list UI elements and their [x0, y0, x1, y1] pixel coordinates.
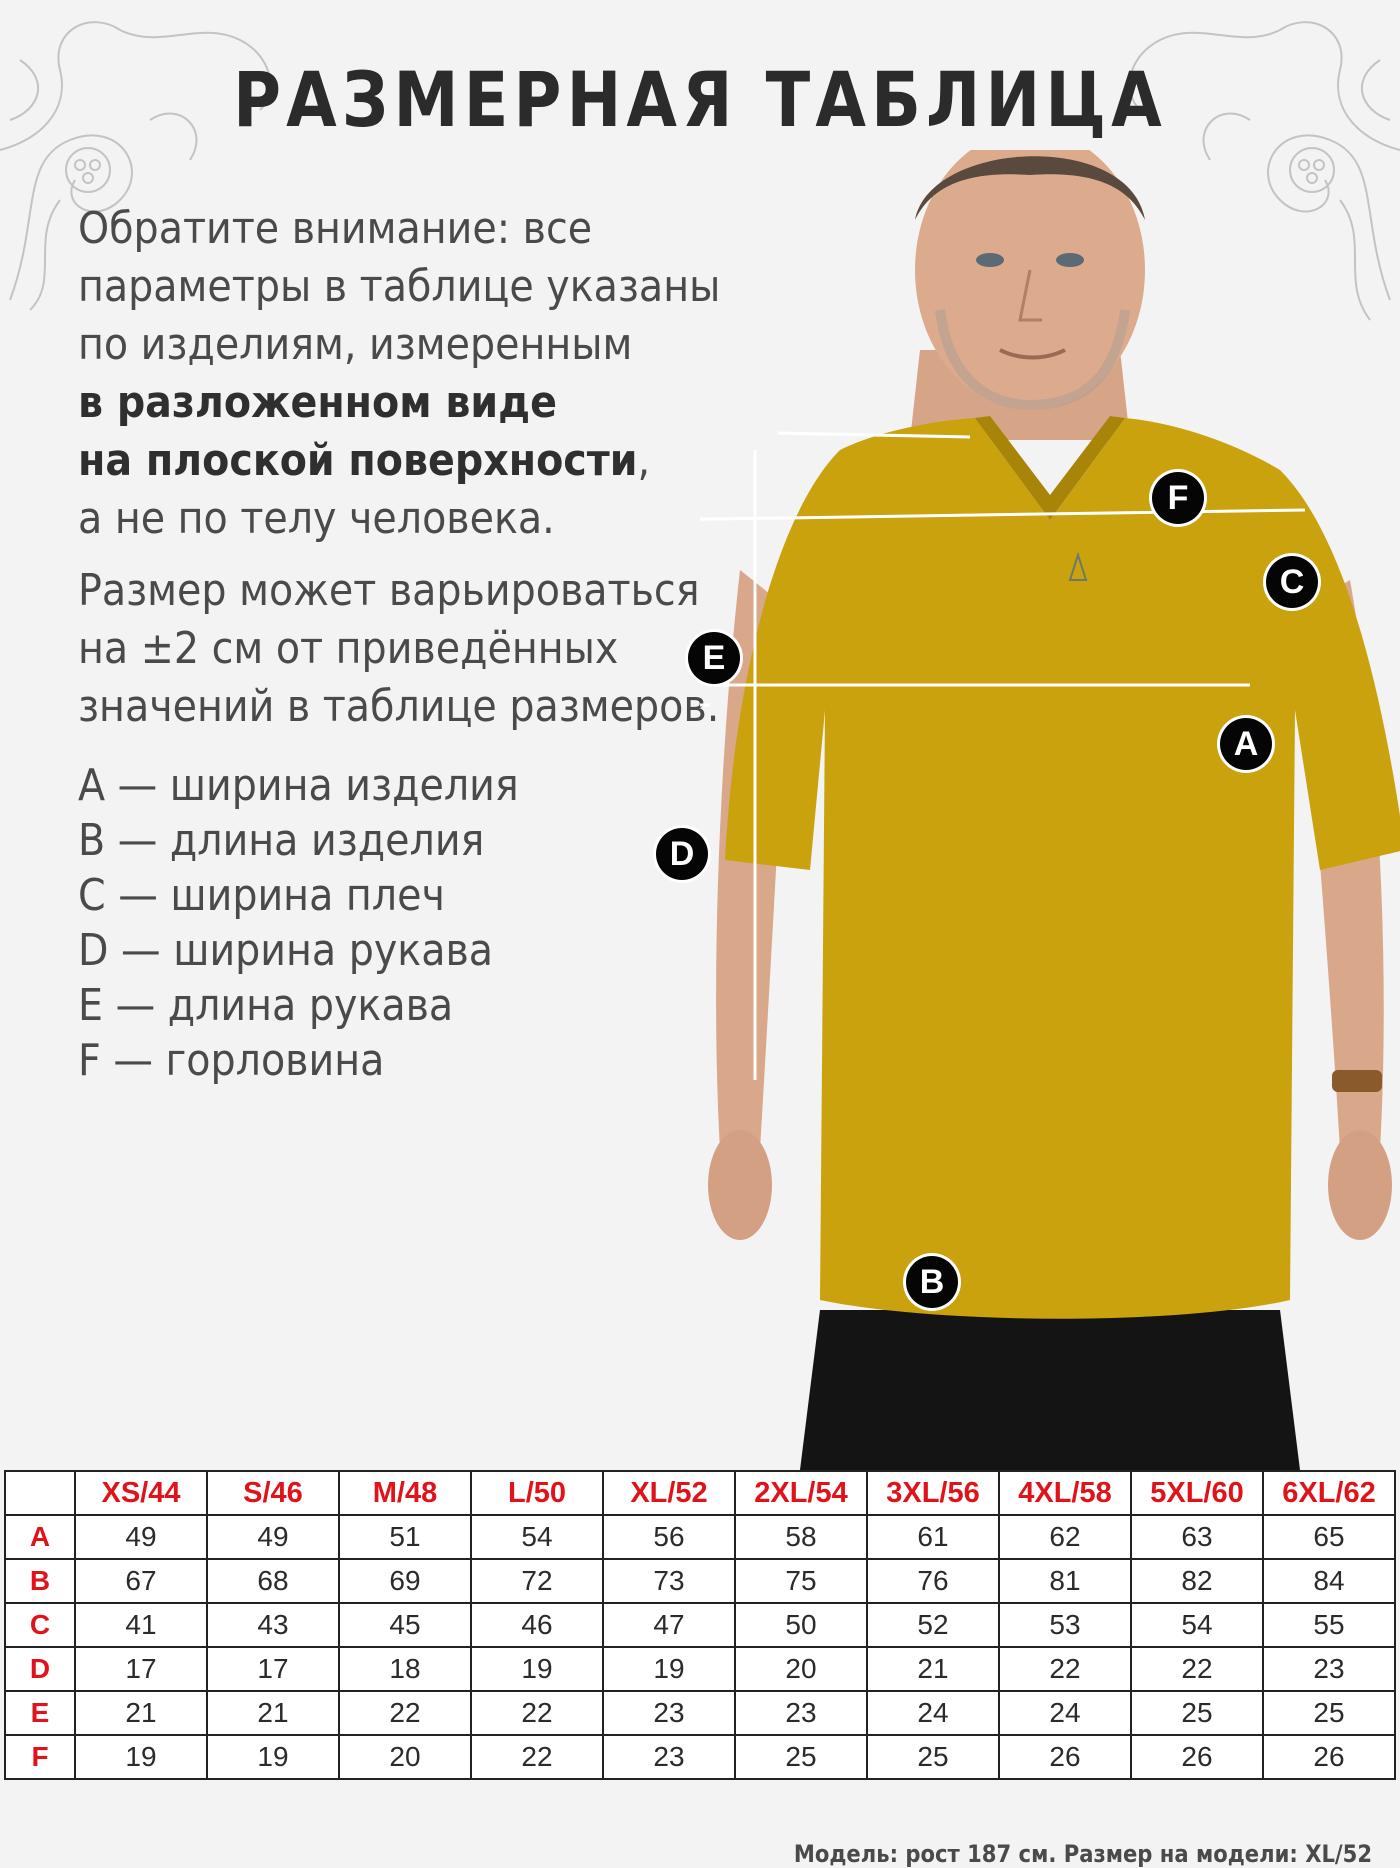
table-cell: 21	[207, 1691, 339, 1735]
marker-c: C	[1266, 556, 1318, 608]
table-cell: 56	[603, 1515, 735, 1559]
tolerance-note	[78, 562, 738, 736]
table-cell: 17	[207, 1647, 339, 1691]
notice-bold-text: в разложенном виде	[78, 377, 557, 428]
tolerance-line: на ±2 см от приведённых	[78, 623, 619, 674]
table-cell: 65	[1263, 1515, 1395, 1559]
table-cell: 62	[999, 1515, 1131, 1559]
size-header: 4XL/58	[999, 1471, 1131, 1515]
table-cell: 19	[471, 1647, 603, 1691]
legend-item: C — ширина плеч	[78, 870, 445, 921]
size-header: 5XL/60	[1131, 1471, 1263, 1515]
marker-f: F	[1152, 472, 1204, 524]
table-cell: 51	[339, 1515, 471, 1559]
trousers	[800, 1310, 1300, 1470]
table-cell: 26	[1131, 1735, 1263, 1779]
notice-line: по изделиям, измеренным	[78, 319, 633, 370]
table-row	[5, 1691, 1395, 1735]
notice-line: параметры в таблице указаны	[78, 261, 721, 312]
table-cell: 26	[1263, 1735, 1395, 1779]
size-table	[4, 1470, 1396, 1780]
table-cell: 21	[75, 1691, 207, 1735]
table-cell: 72	[471, 1559, 603, 1603]
marker-b: B	[906, 1256, 958, 1308]
table-cell: 25	[1131, 1691, 1263, 1735]
table-cell: 45	[339, 1603, 471, 1647]
notice-line: а не по телу человека.	[78, 493, 555, 544]
table-cell: 47	[603, 1603, 735, 1647]
table-cell: 53	[999, 1603, 1131, 1647]
table-cell: 49	[207, 1515, 339, 1559]
size-header: 6XL/62	[1263, 1471, 1395, 1515]
legend-item: D — ширина рукава	[78, 925, 494, 976]
table-cell: 58	[735, 1515, 867, 1559]
marker-a: A	[1220, 718, 1272, 770]
table-cell: 49	[75, 1515, 207, 1559]
tolerance-line: Размер может варьироваться	[78, 565, 700, 616]
table-cell: 41	[75, 1603, 207, 1647]
notice-bold-text: на плоской поверхности	[78, 435, 638, 486]
row-label: A	[5, 1515, 75, 1559]
table-cell: 67	[75, 1559, 207, 1603]
table-cell: 23	[1263, 1647, 1395, 1691]
table-cell: 25	[867, 1735, 999, 1779]
table-row	[5, 1735, 1395, 1779]
watch-icon	[1332, 1070, 1382, 1092]
table-cell: 25	[735, 1735, 867, 1779]
size-header: M/48	[339, 1471, 471, 1515]
table-cell: 46	[471, 1603, 603, 1647]
notice-line-bold	[78, 374, 738, 432]
table-cell: 84	[1263, 1559, 1395, 1603]
row-label: F	[5, 1735, 75, 1779]
model-photo	[700, 150, 1400, 1470]
table-cell: 73	[603, 1559, 735, 1603]
row-label: E	[5, 1691, 75, 1735]
notice-line: Обратите внимание: все	[78, 203, 593, 254]
notice-line-bold	[78, 432, 738, 490]
table-cell: 24	[867, 1691, 999, 1735]
table-cell: 75	[735, 1559, 867, 1603]
table-cell: 61	[867, 1515, 999, 1559]
table-cell: 54	[1131, 1603, 1263, 1647]
size-header: L/50	[471, 1471, 603, 1515]
table-cell: 50	[735, 1603, 867, 1647]
table-row	[5, 1559, 1395, 1603]
table-cell: 82	[1131, 1559, 1263, 1603]
table-cell: 54	[471, 1515, 603, 1559]
size-header: S/46	[207, 1471, 339, 1515]
table-cell: 68	[207, 1559, 339, 1603]
table-cell: 81	[999, 1559, 1131, 1603]
table-cell: 25	[1263, 1691, 1395, 1735]
table-row	[5, 1647, 1395, 1691]
table-cell: 22	[339, 1691, 471, 1735]
table-cell: 23	[603, 1691, 735, 1735]
table-cell: 63	[1131, 1515, 1263, 1559]
table-cell: 22	[471, 1691, 603, 1735]
table-cell: 24	[999, 1691, 1131, 1735]
table-cell: 69	[339, 1559, 471, 1603]
table-row	[5, 1603, 1395, 1647]
size-header: 3XL/56	[867, 1471, 999, 1515]
table-cell: 76	[867, 1559, 999, 1603]
legend-item: E — длина рукава	[78, 980, 454, 1031]
table-cell: 19	[603, 1647, 735, 1691]
size-header: 2XL/54	[735, 1471, 867, 1515]
row-label: B	[5, 1559, 75, 1603]
yellow-tshirt	[725, 418, 1400, 1319]
measurement-legend	[78, 758, 738, 1088]
table-header-row	[5, 1471, 1395, 1515]
measurement-notice	[78, 200, 738, 1088]
table-cell: 52	[867, 1603, 999, 1647]
legend-item: B — длина изделия	[78, 815, 485, 866]
table-cell: 19	[75, 1735, 207, 1779]
table-corner-cell	[5, 1471, 75, 1515]
notice-comma: ,	[637, 435, 651, 486]
table-cell: 18	[339, 1647, 471, 1691]
table-cell: 23	[735, 1691, 867, 1735]
size-header: XS/44	[75, 1471, 207, 1515]
table-cell: 17	[75, 1647, 207, 1691]
marker-d: D	[656, 828, 708, 880]
marker-e: E	[688, 632, 740, 684]
table-cell: 22	[1131, 1647, 1263, 1691]
row-label: C	[5, 1603, 75, 1647]
table-cell: 20	[339, 1735, 471, 1779]
table-cell: 21	[867, 1647, 999, 1691]
table-cell: 43	[207, 1603, 339, 1647]
page-title: РАЗМЕРНАЯ ТАБЛИЦА	[233, 55, 1167, 144]
table-cell: 23	[603, 1735, 735, 1779]
legend-item: F — горловина	[78, 1035, 385, 1086]
table-cell: 20	[735, 1647, 867, 1691]
model-note: Модель: рост 187 см. Размер на модели: XL/52	[793, 1840, 1372, 1868]
size-header: XL/52	[603, 1471, 735, 1515]
table-cell: 19	[207, 1735, 339, 1779]
tolerance-line: значений в таблице размеров.	[78, 681, 720, 732]
table-cell: 55	[1263, 1603, 1395, 1647]
table-cell: 22	[999, 1647, 1131, 1691]
table-row	[5, 1515, 1395, 1559]
legend-item: A — ширина изделия	[78, 760, 519, 811]
table-cell: 22	[471, 1735, 603, 1779]
row-label: D	[5, 1647, 75, 1691]
table-cell: 26	[999, 1735, 1131, 1779]
